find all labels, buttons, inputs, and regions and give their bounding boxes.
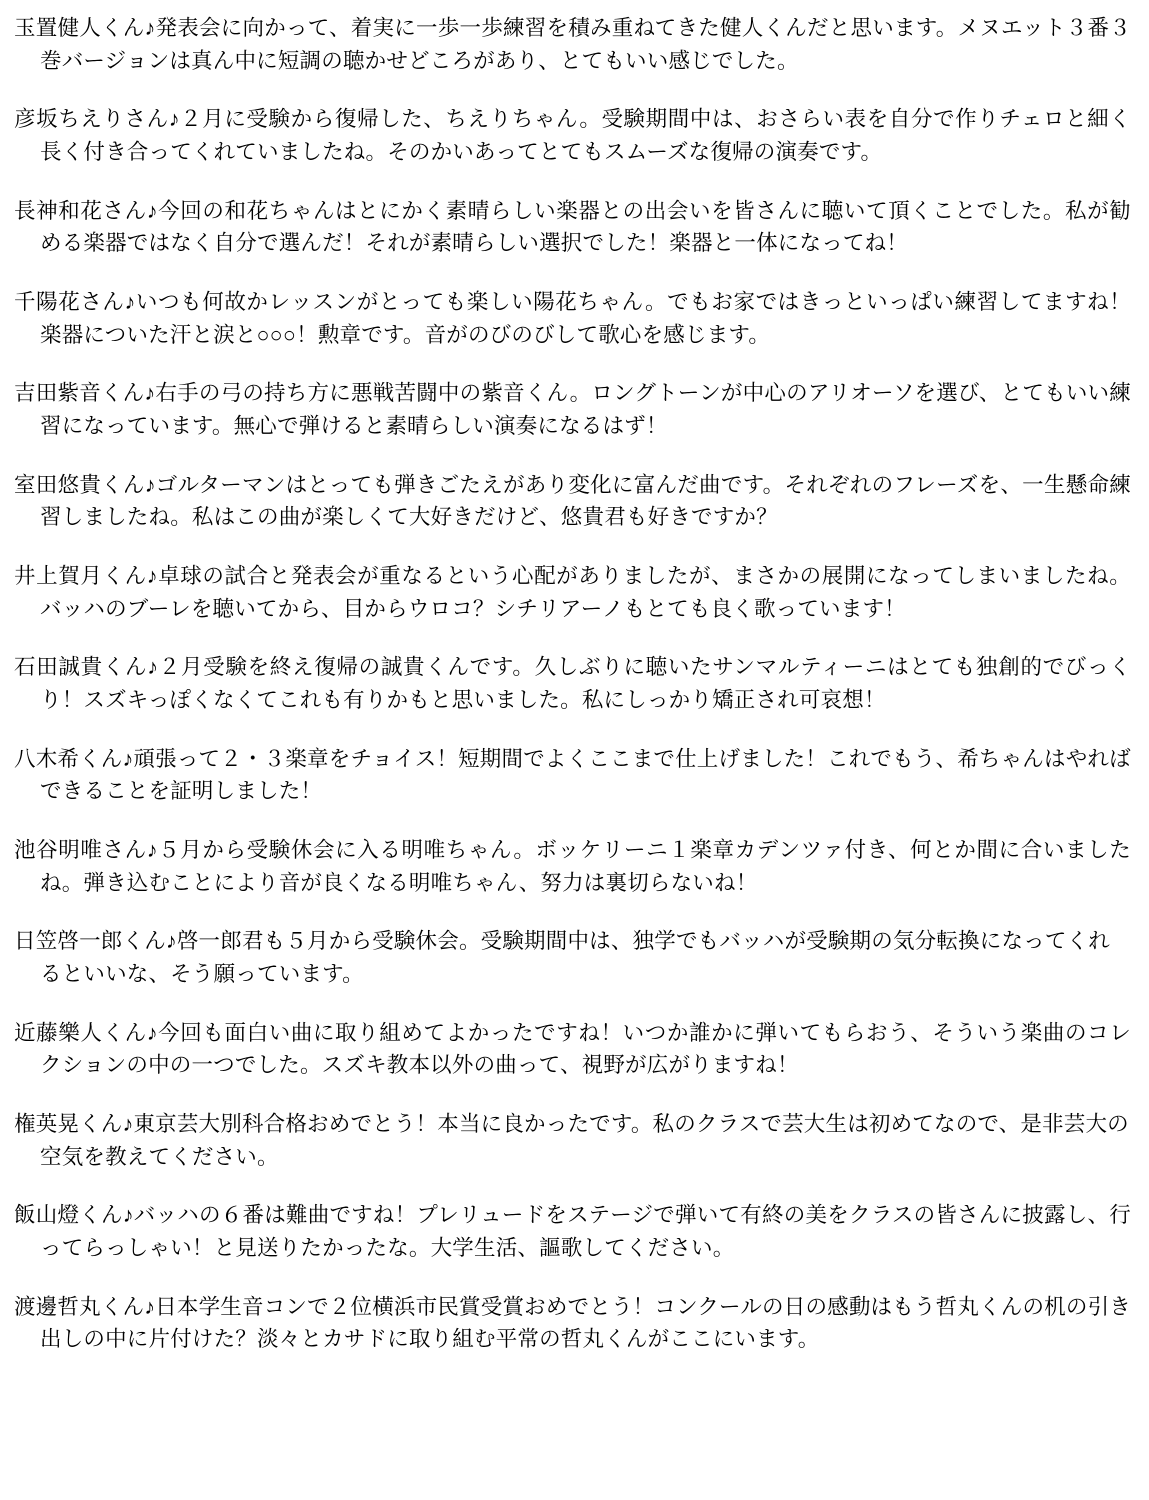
comment-text: 吉田紫音くん♪右手の弓の持ち方に悪戦苦闘中の紫音くん。ロングトーンが中心のアリオーソを選び、とてもいい練習になっています。無心で弾けると素晴らしい演奏になるはず！ [14,381,1131,439]
comment-entry [14,1017,1131,1082]
comment-text: 渡邊哲丸くん♪日本学生音コンで２位横浜市民賞受賞おめでとう！コンクールの日の感動はもう哲丸くんの机の引き出しの中に片付けた？淡々とカサドに取り組む平常の哲丸くんがここにいます。 [14,1294,1131,1352]
comment-entry [14,743,1131,808]
comment-entry [14,651,1131,716]
comment-text: 彦坂ちえりさん♪２月に受験から復帰した、ちえりちゃん。受験期間中は、おさらい表を自分で作りチェロと細く長く付き合ってくれていましたね。そのかいあってとてもスムーズな復帰の演奏です。 [14,107,1131,165]
comment-text: 八木希くん♪頑張って２・３楽章をチョイス！短期間でよくここまで仕上げました！これでもう、希ちゃんはやればできることを証明しました！ [14,746,1131,804]
comment-entry [14,469,1131,534]
comment-entry [14,1291,1131,1356]
comment-text: 室田悠貴くん♪ゴルターマンはとっても弾きごたえがあり変化に富んだ曲です。それぞれのフレーズを、一生懸命練習しましたね。私はこの曲が楽しくて大好きだけど、悠貴君も好きですか？ [14,472,1131,530]
comment-entry [14,195,1131,260]
comment-text: 近藤樂人くん♪今回も面白い曲に取り組めてよかったですね！いつか誰かに弾いてもらおう、そういう楽曲のコレクションの中の一つでした。スズキ教本以外の曲って、視野が広がりますね！ [14,1020,1131,1078]
comment-text: 日笠啓一郎くん♪啓一郎君も５月から受験休会。受験期間中は、独学でもバッハが受験期の気分転換になってくれるといいな、そう願っています。 [14,929,1110,987]
comment-entry [14,1199,1131,1264]
comment-text: 井上賀月くん♪卓球の試合と発表会が重なるという心配がありましたが、まさかの展開になってしまいましたね。バッハのブーレを聴いてから、目からウロコ？シチリアーノもとても良く歌っています！ [14,564,1131,621]
comment-text: 玉置健人くん♪発表会に向かって、着実に一歩一歩練習を積み重ねてきた健人くんだと思います。メヌエット３番３巻バージョンは真ん中に短調の聴かせどころがあり、とてもいい感じでした。 [14,16,1131,73]
comment-text: 池谷明唯さん♪５月から受験休会に入る明唯ちゃん。ボッケリーニ１楽章カデンツァ付き、何とか間に合いましたね。弾き込むことにより音が良くなる明唯ちゃん、努力は裏切らないね！ [14,838,1131,895]
comment-entry [14,286,1131,351]
comment-text: 飯山燈くん♪バッハの６番は難曲ですね！プレリュードをステージで弾いて有終の美をクラスの皆さんに披露し、行ってらっしゃい！と見送りたかったな。大学生活、謳歌してください。 [14,1203,1131,1261]
comment-entry [14,377,1131,442]
comment-text: 石田誠貴くん♪２月受験を終え復帰の誠貴くんです。久しぶりに聴いたサンマルティーニはとても独創的でびっくり！スズキっぽくなくてこれも有りかもと思いました。私にしっかり矯正され可哀想！ [14,655,1131,713]
comment-entry [14,925,1131,990]
comment-text: 千陽花さん♪いつも何故かレッスンがとっても楽しい陽花ちゃん。でもお家ではきっといっぱい練習してますね！楽器についた汗と涙と○○○！勲章です。音がのびのびして歌心を感じます。 [14,290,1131,347]
comment-entry [14,560,1131,625]
comment-text: 長神和花さん♪今回の和花ちゃんはとにかく素晴らしい楽器との出会いを皆さんに聴いて頂くことでした。私が勧める楽器ではなく自分で選んだ！それが素晴らしい選択でした！楽器と一体になってね！ [14,198,1131,256]
comment-entry [14,1108,1131,1173]
comment-entry [14,103,1131,168]
comment-text: 権英晃くん♪東京芸大別科合格おめでとう！本当に良かったです。私のクラスで芸大生は初めてなので、是非芸大の空気を教えてください。 [14,1112,1129,1169]
comment-entry [14,834,1131,899]
comment-entry [14,12,1131,77]
